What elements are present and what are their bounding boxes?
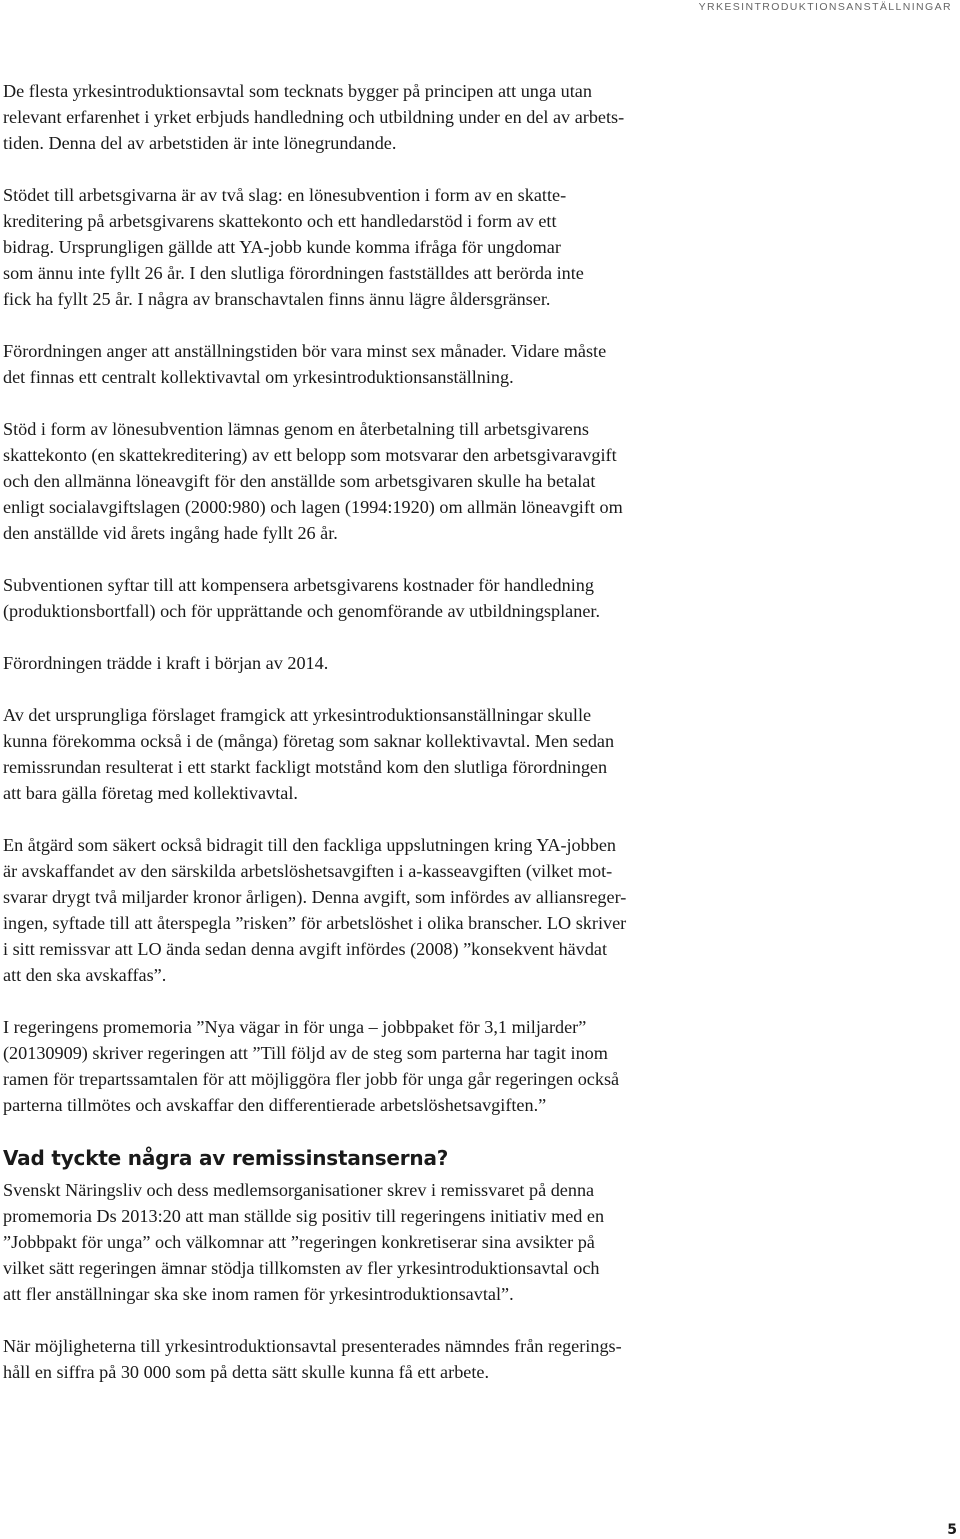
paragraph: De flesta yrkesintroduktionsavtal som tecknats bygger på principen att unga utan relevant erfarenhet i yrket erbjuds handledning och utbildning under en del av arbets- tiden. Denna del av arbetstiden är inte lönegrundande. xyxy=(3,81,625,153)
paragraph: Subventionen syftar till att kompensera arbetsgivarens kostnader för handledning (produktionsbortfall) och för upprättande och genomförande av utbildningsplaner. xyxy=(3,575,600,621)
document-body xyxy=(3,78,753,1411)
paragraph: Svenskt Näringsliv och dess medlemsorganisationer skrev i remissvaret på denna promemoria Ds 2013:20 att man ställde sig positiv till regeringens initiativ med en ”Jobbpakt för unga” och välkomnar att ”regeringen konkretiserar sina avsikter på vilket sätt regeringen ämnar stödja tillkomsten av fler yrkesintroduktionsavtal och att fler anställningar ska ske inom ramen för yrkesintroduktionsavtal”. xyxy=(3,1180,605,1304)
paragraph: Förordningen anger att anställningstiden bör vara minst sex månader. Vidare måste det finnas ett centralt kollektivavtal om yrkesintroduktionsanställning. xyxy=(3,341,607,387)
page-number: 5 xyxy=(947,1522,957,1538)
paragraph: När möjligheterna till yrkesintroduktionsavtal presenterades nämndes från regerings- håll en siffra på 30 000 som på detta sätt skulle kunna få ett arbete. xyxy=(3,1336,622,1382)
running-header-title: YRKESINTRODUKTIONSANSTÄLLNINGAR xyxy=(698,1,952,13)
paragraph: Förordningen trädde i kraft i början av 2014. xyxy=(3,653,329,673)
paragraph: Stöd i form av lönesubvention lämnas genom en återbetalning till arbetsgivarens skattekonto (en skattekreditering) av ett belopp som motsvarar den arbetsgivaravgift och den allmänna löneavgift för den anställde som arbetsgivaren skulle ha betalat enligt socialavgiftslagen (2000:980) och lagen (1994:1920) om allmän löneavgift om den anställde vid årets ingång hade fyllt 26 år. xyxy=(3,419,623,543)
section-heading: Vad tyckte några av remissinstanserna? xyxy=(3,1146,449,1170)
paragraph: Stödet till arbetsgivarna är av två slag: en lönesubvention i form av en skatte- kreditering på arbetsgivarens skattekonto och ett handledarstöd i form av ett bidrag. Ursprungligen gällde att YA-jobb kunde komma ifråga för ungdomar som ännu inte fyllt 26 år. I den slutliga förordningen fastställdes att berörda inte fick ha fyllt 25 år. I några av branschavtalen finns ännu lägre åldersgränser. xyxy=(3,185,584,309)
paragraph: Av det ursprungliga förslaget framgick att yrkesintroduktionsanställningar skulle kunna förekomma också i de (många) företag som saknar kollektivavtal. Men sedan remissrundan resulterat i ett starkt fackligt motstånd kom den slutliga förordningen att bara gälla företag med kollektivavtal. xyxy=(3,705,615,803)
paragraph: En åtgärd som säkert också bidragit till den fackliga uppslutningen kring YA-jobben är avskaffandet av den särskilda arbetslöshetsavgiften i a-kasseavgiften (vilket mot- svarar drygt två miljarder kronor årligen). Denna avgift, som infördes av alliansreger- ingen, syftade till att återspegla ”risken” för arbetslöshet i olika branscher. LO skriver i sitt remissvar att LO ända sedan denna avgift infördes (2008) ”konsekvent hävdat att den ska avskaffas”. xyxy=(3,835,627,985)
paragraph: I regeringens promemoria ”Nya vägar in för unga – jobbpaket för 3,1 miljarder” (20130909) skriver regeringen att ”Till följd av de steg som parterna har tagit inom ramen för trepartssamtalen för att möjliggöra fler jobb för unga går regeringen också parterna tillmötes och avskaffar den differentierade arbetslöshetsavgiften.” xyxy=(3,1017,620,1115)
